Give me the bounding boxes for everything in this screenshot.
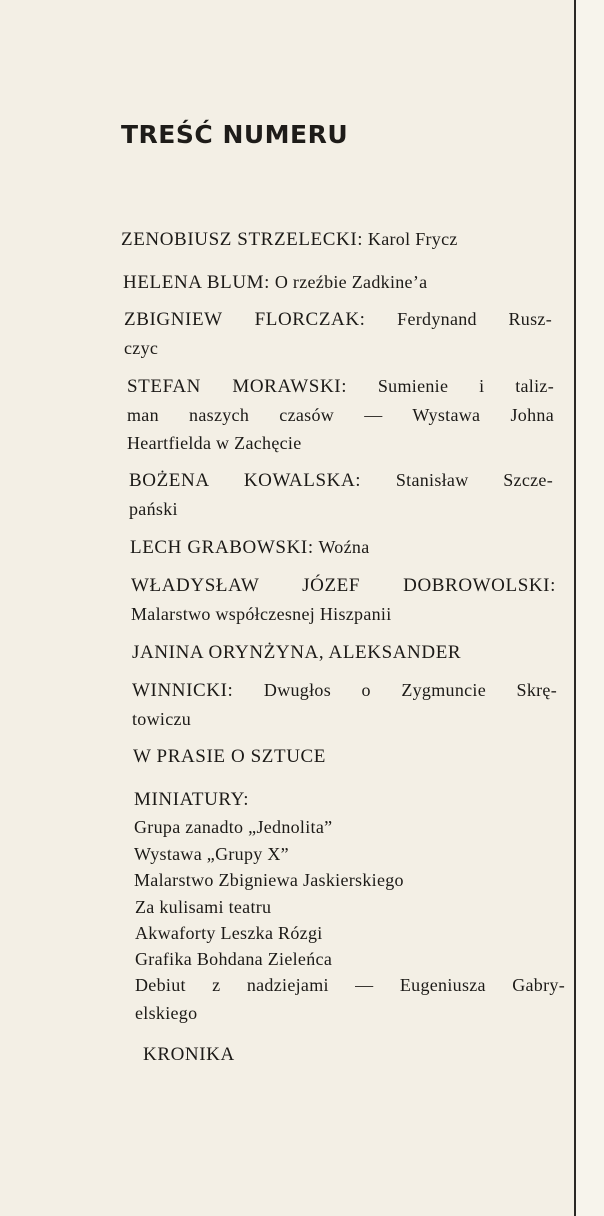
- toc-entry-orynzyna-winnicki: [132, 639, 557, 734]
- entry-author: WŁADYSŁAW JÓZEF DOBROWOLSKI:: [131, 575, 556, 596]
- entry-line: [129, 466, 553, 495]
- toc-entry-grabowski: [130, 533, 369, 562]
- list-item: Za kulisami teatru: [135, 897, 272, 917]
- entry-title-continued: Heartfielda w Zachęcie: [127, 433, 302, 453]
- list-item: elskiego: [135, 1003, 198, 1023]
- toc-entry-kronika: [143, 1041, 235, 1069]
- list-item: Grupa zanadto „Jednolita”: [134, 817, 333, 837]
- entry-author: HELENA BLUM:: [123, 272, 271, 293]
- entry-author: ZENOBIUSZ STRZELECKI:: [121, 229, 364, 250]
- entry-title-continued: czyc: [124, 338, 159, 358]
- entry-title: Sumienie i taliz-: [377, 376, 554, 396]
- entry-title: Karol Frycz: [367, 229, 458, 249]
- entry-author: ZBIGNIEW FLORCZAK:: [124, 309, 366, 330]
- toc-entry-kowalska: [129, 466, 553, 524]
- list-item-text: Debiut z nadziejami — Eugeniusza Gabry-: [135, 975, 565, 995]
- entry-author: JANINA ORYNŻYNA, ALEKSANDER: [132, 642, 462, 663]
- list-item: Malarstwo Zbigniewa Jaskierskiego: [134, 870, 404, 890]
- entry-title-continued: man naszych czasów — Wystawa Johna: [127, 405, 554, 425]
- entry-title: Ferdynand Rusz-: [397, 309, 552, 329]
- entry-title: Malarstwo współczesnej Hiszpanii: [131, 604, 392, 624]
- section-heading: MINIATURY:: [134, 789, 250, 810]
- toc-entry-blum: [123, 268, 427, 297]
- list-item: Akwaforty Leszka Rózgi: [135, 923, 323, 943]
- entry-line: [124, 305, 552, 334]
- entry-title: O rzeźbie Zadkine’a: [274, 272, 428, 292]
- miniatury-heading: [134, 786, 249, 814]
- list-item: Wystawa „Grupy X”: [134, 844, 289, 864]
- entry-title: Dwugłos o Zygmuncie Skrę-: [263, 680, 558, 700]
- entry-line: [132, 676, 557, 705]
- list-item: [135, 972, 565, 998]
- entry-author-continued: WINNICKI:: [132, 680, 234, 701]
- entry-author: LECH GRABOWSKI:: [130, 537, 314, 558]
- entry-line: [127, 372, 554, 401]
- toc-entry-florczak: [124, 305, 552, 363]
- toc-entry-strzelecki: [121, 225, 458, 254]
- toc-entry-morawski: [127, 372, 554, 458]
- entry-title-continued: pański: [129, 499, 178, 519]
- entry-title: Woźna: [318, 537, 370, 557]
- entry-author: KRONIKA: [143, 1044, 235, 1065]
- page-title: TREŚĆ NUMERU: [121, 120, 349, 149]
- entry-author: W PRASIE O SZTUCE: [133, 746, 327, 767]
- entry-title: Stanisław Szcze-: [395, 470, 553, 490]
- entry-author: BOŻENA KOWALSKA:: [129, 470, 362, 491]
- list-item: Grafika Bohdana Zieleńca: [135, 949, 333, 969]
- entry-author: STEFAN MORAWSKI:: [127, 376, 348, 397]
- toc-entry-dobrowolski: [131, 572, 556, 629]
- toc-entry-w-prasie: [133, 743, 326, 771]
- entry-title-continued: towiczu: [132, 709, 192, 729]
